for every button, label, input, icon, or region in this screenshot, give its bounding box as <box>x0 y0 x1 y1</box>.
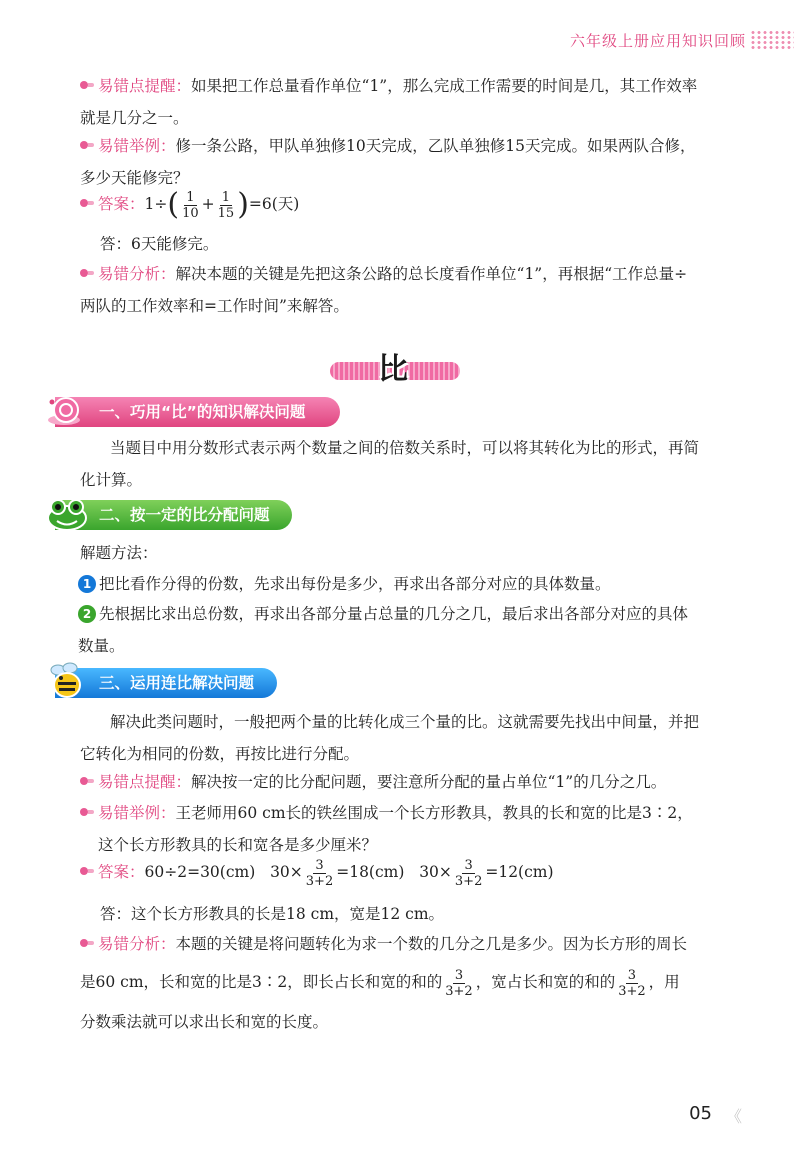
example-label: 易错举例： <box>98 804 176 822</box>
answer-line-2: 答案：60÷2=30(cm) 30× $\frac{3}{3+2}$ =18(cm) 30× $\frac{3}{3+2}$ =12(cm) <box>80 856 750 889</box>
analysis-text: 解决本题的关键是先把这条公路的总长度看作单位“1”，再根据“工作总量÷ <box>175 265 688 283</box>
tip-paragraph-2 <box>80 766 750 798</box>
analysis-label: 易错分析： <box>98 935 176 953</box>
example-paragraph-2 <box>80 797 750 861</box>
frog-icon <box>46 496 88 532</box>
answer-line-1: 答案：1÷( $\frac{1}{10}$ + $\frac{1}{15}$ )=6(天) <box>80 188 750 221</box>
fraction: $\frac{3}{3+2}$ <box>454 857 483 889</box>
example-text: 王老师用60 cm长的铁丝围成一个长方形教具，教具的长和宽的比是3∶2， <box>175 804 693 822</box>
chapter-title-banner <box>330 350 460 387</box>
example-text-cont: 这个长方形教具的长和宽各是多少厘米？ <box>98 836 378 854</box>
bullet-icon <box>80 867 94 875</box>
tip-paragraph-1 <box>80 70 750 134</box>
tip-text: 解决按一定的比分配问题，要注意所分配的量占单位“1”的几分之几。 <box>191 773 667 791</box>
method-item-2-text-cont: 数量。 <box>78 637 125 655</box>
tip-text-cont: 就是几分之一。 <box>80 109 189 127</box>
fraction: $\frac{3}{3+2}$ <box>305 857 334 889</box>
fraction: $\frac{3}{3+2}$ <box>618 967 646 999</box>
analysis-line-3: 分数乘法就可以求出长和宽的长度。 <box>80 1013 329 1031</box>
section-1-text-cont: 化计算。 <box>80 471 143 489</box>
method-item-2-text: 先根据比求出总份数，再求出各部分量占总量的几分之几，最后求出各部分对应的具体 <box>99 605 689 623</box>
tip-text: 如果把工作总量看作单位“1”，那么完成工作需要的时间是几，其工作效率 <box>191 77 698 95</box>
snail-icon <box>46 394 86 428</box>
bullet-icon <box>80 939 94 947</box>
answer-prefix: 1÷ <box>144 195 168 213</box>
fraction: $\frac{1}{10}$ <box>182 189 199 221</box>
answer-suffix: =6(天) <box>248 195 300 213</box>
section-3-heading: 三、运用连比解决问题 <box>55 668 277 698</box>
section-3-text-cont: 它转化为相同的份数，再按比进行分配。 <box>80 745 360 763</box>
page-header-title: 六年级上册应用知识回顾 <box>569 32 746 50</box>
method-label: 解题方法： <box>80 544 158 562</box>
answer-part-2: =18(cm) <box>336 863 405 881</box>
number-2-icon: 2 <box>78 605 96 623</box>
method-item-1-text: 把比看作分得的份数，先求出每份是多少，再求出各部分对应的具体数量。 <box>99 575 611 593</box>
fraction: $\frac{1}{15}$ <box>217 189 235 221</box>
fraction: $\frac{3}{3+2}$ <box>445 967 473 999</box>
section-1-text: 当题目中用分数形式表示两个数量之间的倍数关系时，可以将其转化为比的形式，再简 <box>110 439 700 457</box>
tip-label: 易错点提醒： <box>98 773 192 791</box>
bullet-icon <box>80 199 94 207</box>
bullet-icon <box>80 81 94 89</box>
bee-icon <box>46 660 88 702</box>
reply-line-2: 答：这个长方形教具的长是18 cm，宽是12 cm。 <box>100 905 445 923</box>
example-label: 易错举例： <box>98 137 176 155</box>
example-paragraph-1 <box>80 130 750 194</box>
method-item-1 <box>78 568 748 600</box>
analysis-paragraph-2 <box>80 928 750 960</box>
chapter-title: 比 <box>378 352 408 387</box>
analysis-text: 本题的关键是将问题转化为求一个数的几分之几是多少。因为长方形的周长 <box>175 935 688 953</box>
section-3-text: 解决此类问题时，一般把两个量的比转化成三个量的比。这就需要先找出中间量，并把 <box>110 713 700 731</box>
analysis-label: 易错分析： <box>98 265 176 283</box>
header-dots-decoration <box>750 30 794 50</box>
method-item-2 <box>78 598 748 662</box>
example-text-cont: 多少天能修完？ <box>80 169 189 187</box>
number-1-icon: 1 <box>78 575 96 593</box>
bullet-icon <box>80 808 94 816</box>
analysis-line-2: 是60 cm，长和宽的比是3∶2，即长占长和宽的和的 $\frac{3}{3+2}$ ，宽占长和宽的和的 $\frac{3}{3+2}$ ，用 <box>80 967 680 999</box>
bullet-icon <box>80 269 94 277</box>
page-number: 05 <box>689 1103 712 1124</box>
answer-label: 答案： <box>98 863 145 881</box>
example-text: 修一条公路，甲队单独修10天完成，乙队单独修15天完成。如果两队合修， <box>175 137 696 155</box>
reply-line-1: 答：6天能修完。 <box>100 235 219 253</box>
analysis-paragraph-1 <box>80 258 750 322</box>
bullet-icon <box>80 777 94 785</box>
section-1-body <box>80 432 750 496</box>
bullet-icon <box>80 141 94 149</box>
section-3-body <box>80 706 750 770</box>
back-arrow-icon: 《 <box>725 1107 742 1126</box>
analysis-text-cont: 两队的工作效率和=工作时间”来解答。 <box>80 297 349 315</box>
answer-label: 答案： <box>98 195 145 213</box>
answer-part-1: 60÷2=30(cm) <box>144 863 256 881</box>
section-2-heading: 二、按一定的比分配问题 <box>55 500 292 530</box>
tip-label: 易错点提醒： <box>98 77 192 95</box>
section-1-heading: 一、巧用“比”的知识解决问题 <box>55 397 340 427</box>
answer-part-3: =12(cm) <box>485 863 554 881</box>
